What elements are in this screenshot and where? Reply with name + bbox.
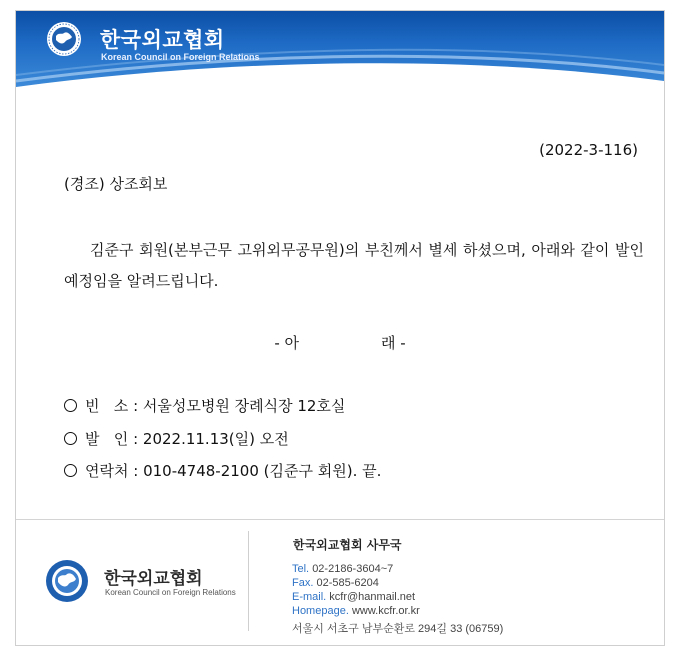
item-label: 빈 소 [85, 397, 129, 415]
item-label: 발 인 [85, 430, 129, 448]
item-value: : 010-4748-2100 (김준구 회원). 끝. [133, 462, 382, 480]
footer-office-name: 한국외교협회 사무국 [293, 538, 402, 552]
notice-body: 김준구 회원(본부근무 고위외무공무원)의 부친께서 별세 하셨으며, 아래와 같이 발인 예정임을 알려드립니다. [64, 241, 644, 290]
item-label: 연락처 [85, 462, 129, 480]
header-banner [16, 11, 664, 87]
notice-frame [15, 10, 665, 646]
header-org-name-en: Korean Council on Foreign Relations [101, 52, 260, 62]
footer-homepage[interactable]: Homepage. www.kcfr.or.kr [292, 605, 420, 617]
footer-tel: Tel. 02-2186-3604~7 [292, 563, 394, 575]
circle-bullet-icon [64, 432, 77, 445]
homepage-link[interactable]: www.kcfr.or.kr [351, 605, 420, 617]
circle-bullet-icon [64, 399, 77, 412]
arae-left: - 아 [274, 334, 299, 352]
footer-org-name-kr: 한국외교협회 [104, 569, 203, 589]
item-value: : 서울성모병원 장례식장 12호실 [133, 397, 346, 415]
footer-divider [16, 519, 664, 520]
footer-address: 서울시 서초구 남부순환로 294길 33 (06759) [292, 623, 504, 635]
list-item-contact [64, 460, 381, 481]
arae-heading [16, 332, 664, 353]
footer-vertical-divider [248, 531, 249, 631]
arae-right: 래 - [381, 334, 406, 352]
footer-fax: Fax. 02-585-6204 [292, 577, 379, 589]
footer-org-name-en: Korean Council on Foreign Relations [105, 588, 236, 597]
header-org-name-kr: 한국외교협회 [100, 28, 225, 52]
item-value: : 2022.11.13(일) 오전 [133, 430, 289, 448]
footer-emblem-icon [45, 559, 89, 603]
notice-subject: (경조) 상조회보 [64, 175, 168, 193]
document-number: (2022-3-116) [539, 141, 638, 159]
circle-bullet-icon [64, 464, 77, 477]
kcfr-emblem-icon [46, 21, 82, 57]
list-item-binso [64, 395, 345, 416]
email-link[interactable]: kcfr@hanmail.net [329, 591, 416, 603]
footer-email[interactable]: E-mail. kcfr@hanmail.net [292, 591, 416, 603]
list-item-balin [64, 428, 289, 449]
